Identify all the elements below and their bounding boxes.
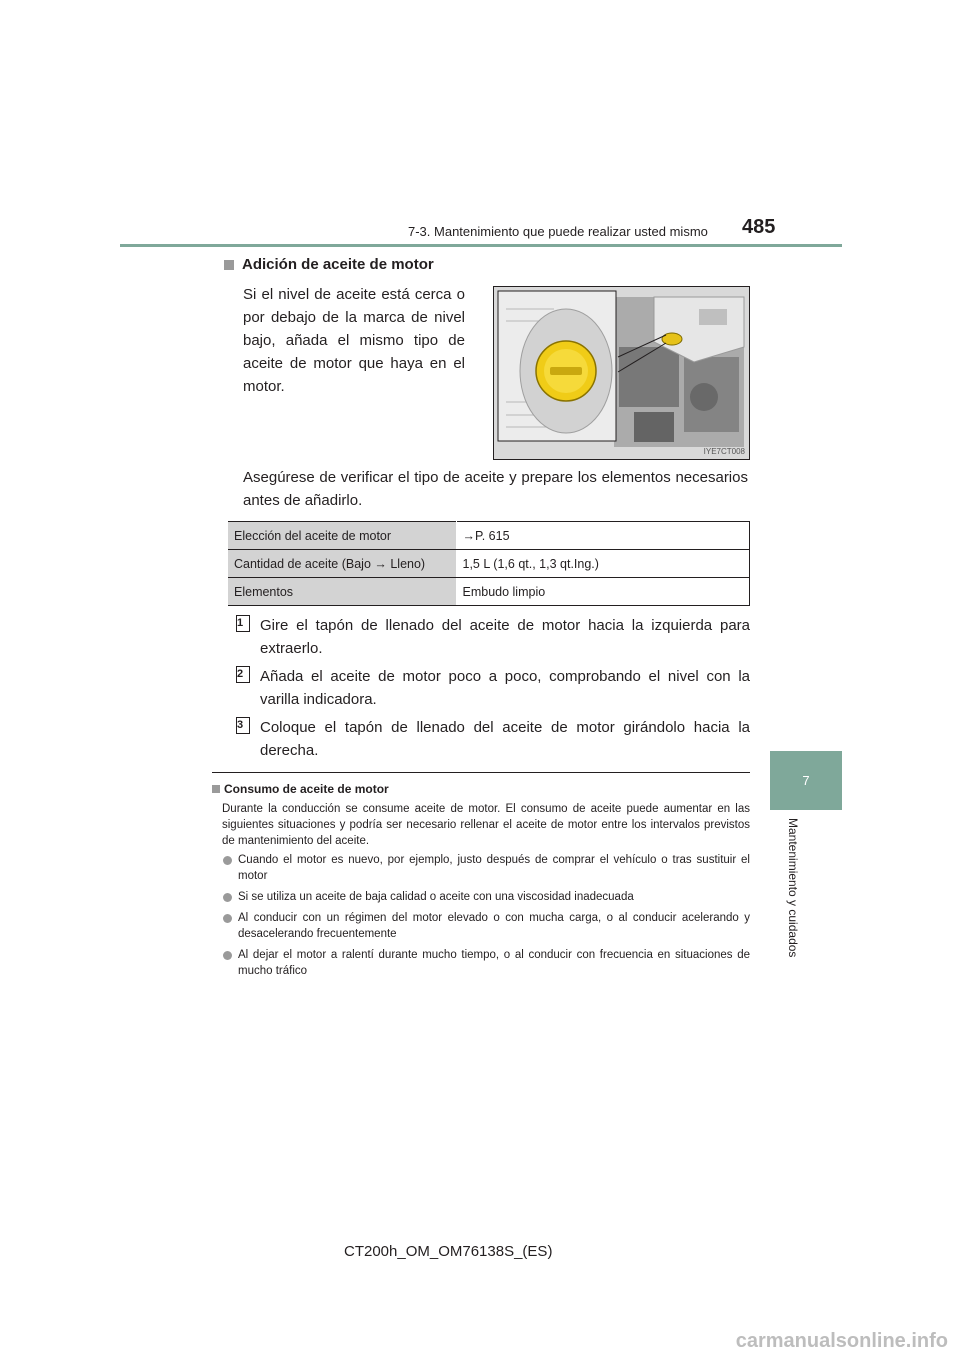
bullet-text: Cuando el motor es nuevo, por ejemplo, justo después de comprar el vehículo o tras sustituir el motor — [238, 854, 750, 882]
bullet-dot-icon — [223, 951, 232, 960]
specs-table — [228, 521, 750, 606]
engine-illustration-svg — [494, 287, 750, 460]
footnote-heading-text: Consumo de aceite de motor — [224, 782, 389, 796]
footnote-body: Durante la conducción se consume aceite de motor. El consumo de aceite puede aumentar en las siguientes situaciones y podría ser necesario rellenar el aceite de motor entre los intervalos previstos de mantenimiento del aceite. — [222, 803, 750, 847]
list-item — [222, 889, 750, 905]
table-label: Elección del aceite de motor — [228, 522, 456, 550]
steps-list — [236, 614, 750, 767]
table-label: Elementos — [228, 578, 456, 606]
footnote-divider — [212, 772, 750, 773]
bullet-dot-icon — [223, 856, 232, 865]
table-row — [228, 550, 750, 578]
intro-paragraph: Si el nivel de aceite está cerca o por debajo de la marca de nivel bajo, añada el mismo tipo de aceite de motor que haya en el motor. — [243, 286, 465, 395]
table-value: Embudo limpio — [456, 578, 750, 606]
square-bullet-icon — [212, 785, 220, 793]
bullet-text: Al conducir con un régimen del motor elevado o con mucha carga, o al conducir acelerando y desacelerando frecuentemente — [238, 912, 750, 940]
step-item — [236, 716, 750, 762]
watermark: carmanualsonline.info — [735, 1330, 948, 1352]
bullet-dot-icon — [223, 914, 232, 923]
footnote-bullets — [222, 852, 750, 984]
step-text: Añada el aceite de motor poco a poco, comprobando el nivel con la varilla indicadora. — [260, 668, 750, 708]
step-number-badge: 1 — [236, 615, 250, 632]
bullet-text: Si se utiliza un aceite de baja calidad o aceite con una viscosidad inadecuada — [238, 891, 634, 903]
list-item — [222, 947, 750, 979]
step-number-badge: 2 — [236, 666, 250, 683]
step-item — [236, 665, 750, 711]
step-text: Coloque el tapón de llenado del aceite de motor girándolo hacia la derecha. — [260, 719, 750, 759]
section-heading-text: Adición de aceite de motor — [242, 256, 434, 273]
chapter-tab — [770, 751, 842, 810]
page-number: 485 — [742, 216, 776, 238]
step-text: Gire el tapón de llenado del aceite de motor hacia la izquierda para extraerlo. — [260, 617, 750, 657]
table-row — [228, 578, 750, 606]
chapter-number: 7 — [802, 773, 810, 788]
note-paragraph: Asegúrese de verificar el tipo de aceite y prepare los elementos necesarios antes de añadirlo. — [243, 469, 748, 509]
header-rule — [120, 244, 842, 247]
chapter-label: Mantenimiento y cuidados — [786, 818, 800, 958]
section-heading — [224, 256, 434, 273]
step-item — [236, 614, 750, 660]
list-item — [222, 852, 750, 884]
image-caption: IYE7CT008 — [703, 447, 745, 456]
chapter-label-container — [786, 818, 804, 978]
table-value: →P. 615 — [456, 522, 750, 550]
footnote-heading — [212, 782, 389, 796]
table-row — [228, 522, 750, 550]
bullet-dot-icon — [223, 893, 232, 902]
list-item — [222, 910, 750, 942]
square-bullet-icon — [224, 260, 234, 270]
engine-oil-cap-illustration — [493, 286, 750, 460]
table-label: Cantidad de aceite (Bajo → Lleno) — [228, 550, 456, 578]
bullet-text: Al dejar el motor a ralentí durante mucho tiempo, o al conducir con frecuencia en situaciones de mucho tráfico — [238, 949, 750, 977]
step-number-badge: 3 — [236, 717, 250, 734]
document-code: CT200h_OM_OM76138S_(ES) — [344, 1243, 553, 1260]
running-header: 7-3. Mantenimiento que puede realizar usted mismo — [408, 224, 708, 239]
table-value: 1,5 L (1,6 qt., 1,3 qt.Ing.) — [456, 550, 750, 578]
